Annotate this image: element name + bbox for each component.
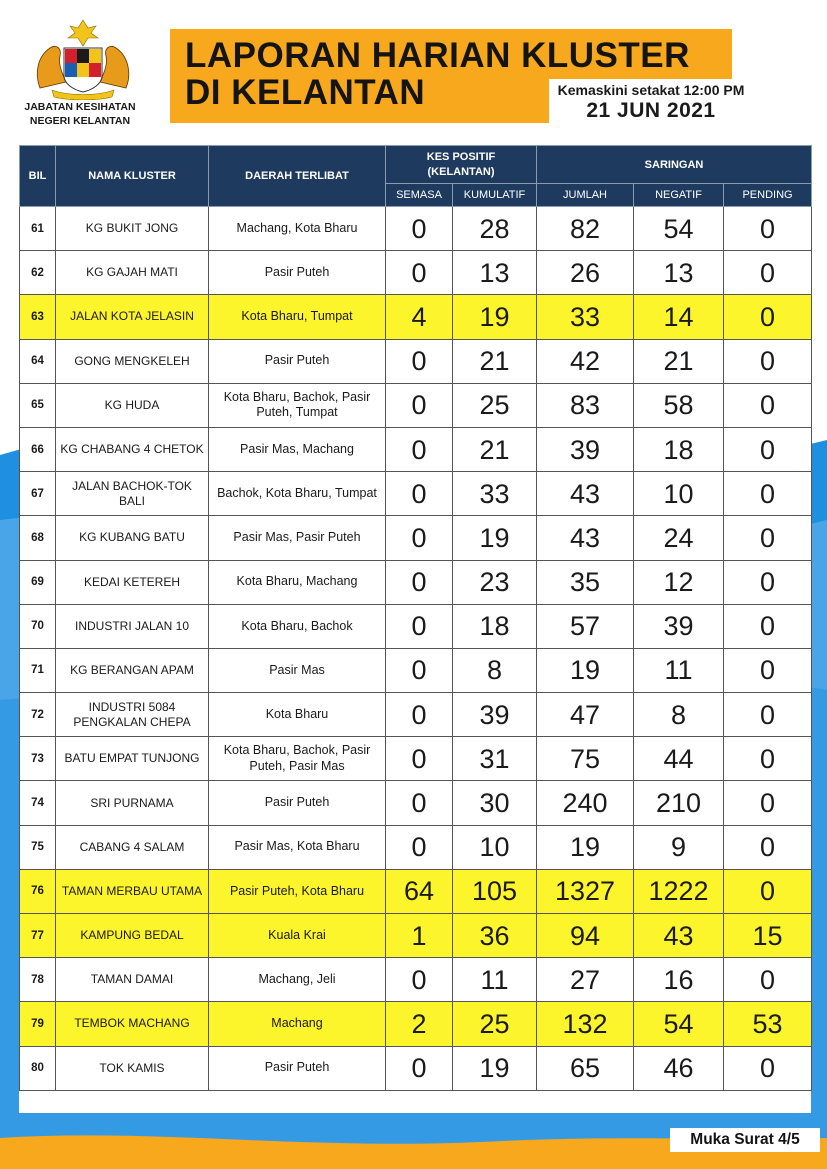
row-pending: 0 [724,648,812,692]
row-pending: 0 [724,604,812,648]
agency-name [10,100,150,128]
update-date: 21 JUN 2021 [586,99,716,122]
row-negatif: 44 [634,737,724,781]
row-nama-kluster: KG BERANGAN APAM [56,648,209,692]
row-jumlah: 35 [537,560,634,604]
cluster-table-container [19,145,811,1113]
row-pending: 0 [724,251,812,295]
header-negatif: NEGATIF [634,184,724,207]
row-jumlah: 47 [537,693,634,737]
row-jumlah: 240 [537,781,634,825]
row-jumlah: 1327 [537,869,634,913]
row-negatif: 54 [634,207,724,251]
row-negatif: 39 [634,604,724,648]
row-nama-kluster: KG GAJAH MATI [56,251,209,295]
row-negatif: 9 [634,825,724,869]
row-semasa: 0 [386,251,453,295]
table-row [20,1046,812,1090]
row-nama-kluster: JALAN BACHOK-TOK BALI [56,472,209,516]
row-pending: 0 [724,781,812,825]
row-negatif: 210 [634,781,724,825]
row-daerah-terlibat: Pasir Puteh [209,1046,386,1090]
row-kumulatif: 30 [453,781,537,825]
header-jumlah: JUMLAH [537,184,634,207]
row-pending: 0 [724,472,812,516]
row-negatif: 12 [634,560,724,604]
row-negatif: 13 [634,251,724,295]
row-negatif: 54 [634,1002,724,1046]
row-pending: 0 [724,737,812,781]
row-daerah-terlibat: Kota Bharu, Machang [209,560,386,604]
row-kumulatif: 33 [453,472,537,516]
row-pending: 0 [724,958,812,1002]
row-kumulatif: 39 [453,693,537,737]
row-daerah-terlibat: Kota Bharu, Tumpat [209,295,386,339]
row-kumulatif: 13 [453,251,537,295]
row-negatif: 1222 [634,869,724,913]
row-pending: 0 [724,295,812,339]
row-bil: 80 [20,1046,56,1090]
row-kumulatif: 19 [453,516,537,560]
row-bil: 68 [20,516,56,560]
row-daerah-terlibat: Kota Bharu, Bachok, Pasir Puteh, Tumpat [209,383,386,427]
table-row [20,914,812,958]
row-jumlah: 83 [537,383,634,427]
row-kumulatif: 10 [453,825,537,869]
row-daerah-terlibat: Kuala Krai [209,914,386,958]
row-semasa: 0 [386,516,453,560]
row-bil: 64 [20,339,56,383]
row-kumulatif: 28 [453,207,537,251]
table-row [20,560,812,604]
row-nama-kluster: TAMAN DAMAI [56,958,209,1002]
table-row [20,427,812,471]
row-bil: 72 [20,693,56,737]
table-row [20,737,812,781]
row-nama-kluster: JALAN KOTA JELASIN [56,295,209,339]
row-semasa: 0 [386,427,453,471]
table-row [20,1002,812,1046]
table-row [20,295,812,339]
report-title-line2: DI KELANTAN [185,73,426,112]
table-row [20,604,812,648]
row-nama-kluster: BATU EMPAT TUNJONG [56,737,209,781]
row-pending: 53 [724,1002,812,1046]
row-pending: 0 [724,1046,812,1090]
row-nama-kluster: KAMPUNG BEDAL [56,914,209,958]
row-nama-kluster: KG KUBANG BATU [56,516,209,560]
row-bil: 74 [20,781,56,825]
row-negatif: 14 [634,295,724,339]
row-kumulatif: 21 [453,339,537,383]
row-pending: 0 [724,825,812,869]
row-nama-kluster: KG BUKIT JONG [56,207,209,251]
row-pending: 0 [724,427,812,471]
row-jumlah: 19 [537,648,634,692]
table-row [20,339,812,383]
row-semasa: 0 [386,781,453,825]
row-kumulatif: 25 [453,1002,537,1046]
table-row [20,472,812,516]
row-jumlah: 82 [537,207,634,251]
page-number: Muka Surat 4/5 [670,1128,820,1152]
row-daerah-terlibat: Pasir Mas, Machang [209,427,386,471]
row-jumlah: 42 [537,339,634,383]
row-bil: 67 [20,472,56,516]
row-semasa: 0 [386,560,453,604]
row-semasa: 64 [386,869,453,913]
update-label: Kemaskini setakat 12:00 PM [557,82,745,98]
row-daerah-terlibat: Kota Bharu, Bachok, Pasir Puteh, Pasir Mas [209,737,386,781]
row-kumulatif: 8 [453,648,537,692]
row-daerah-terlibat: Kota Bharu [209,693,386,737]
row-daerah-terlibat: Pasir Puteh [209,781,386,825]
row-semasa: 0 [386,693,453,737]
row-negatif: 16 [634,958,724,1002]
row-jumlah: 75 [537,737,634,781]
row-pending: 0 [724,560,812,604]
row-nama-kluster: GONG MENGKELEH [56,339,209,383]
row-negatif: 11 [634,648,724,692]
table-row [20,869,812,913]
row-daerah-terlibat: Pasir Puteh, Kota Bharu [209,869,386,913]
malaysia-coat-of-arms-logo [28,18,138,100]
row-bil: 62 [20,251,56,295]
row-nama-kluster: SRI PURNAMA [56,781,209,825]
row-pending: 15 [724,914,812,958]
row-semasa: 0 [386,383,453,427]
row-jumlah: 57 [537,604,634,648]
table-row [20,693,812,737]
row-semasa: 1 [386,914,453,958]
row-pending: 0 [724,207,812,251]
row-semasa: 2 [386,1002,453,1046]
table-row [20,648,812,692]
row-bil: 77 [20,914,56,958]
row-bil: 73 [20,737,56,781]
row-nama-kluster: KG HUDA [56,383,209,427]
row-daerah-terlibat: Machang, Jeli [209,958,386,1002]
row-pending: 0 [724,383,812,427]
row-kumulatif: 36 [453,914,537,958]
row-semasa: 0 [386,339,453,383]
cluster-table [19,145,812,1091]
row-daerah-terlibat: Pasir Puteh [209,339,386,383]
row-kumulatif: 19 [453,295,537,339]
agency-name-line2: NEGERI KELANTAN [29,115,131,127]
row-semasa: 0 [386,1046,453,1090]
row-kumulatif: 31 [453,737,537,781]
row-negatif: 18 [634,427,724,471]
row-nama-kluster: TOK KAMIS [56,1046,209,1090]
row-daerah-terlibat: Machang, Kota Bharu [209,207,386,251]
row-bil: 65 [20,383,56,427]
row-negatif: 46 [634,1046,724,1090]
row-bil: 61 [20,207,56,251]
row-kumulatif: 105 [453,869,537,913]
table-row [20,781,812,825]
header-semasa: SEMASA [386,184,453,207]
row-daerah-terlibat: Pasir Mas [209,648,386,692]
row-bil: 75 [20,825,56,869]
header-pending: PENDING [724,184,812,207]
row-semasa: 0 [386,825,453,869]
row-nama-kluster: TAMAN MERBAU UTAMA [56,869,209,913]
row-nama-kluster: CABANG 4 SALAM [56,825,209,869]
row-daerah-terlibat: Machang [209,1002,386,1046]
row-semasa: 0 [386,958,453,1002]
header-daerah-terlibat: DAERAH TERLIBAT [209,146,386,207]
row-pending: 0 [724,693,812,737]
row-semasa: 0 [386,472,453,516]
header-bil: BIL [20,146,56,207]
row-bil: 70 [20,604,56,648]
table-row [20,207,812,251]
row-semasa: 0 [386,737,453,781]
header-kes-positif: KES POSITIF (KELANTAN) [386,146,537,184]
row-daerah-terlibat: Kota Bharu, Bachok [209,604,386,648]
row-semasa: 0 [386,648,453,692]
table-row [20,383,812,427]
row-bil: 66 [20,427,56,471]
row-negatif: 24 [634,516,724,560]
row-negatif: 21 [634,339,724,383]
row-negatif: 43 [634,914,724,958]
row-bil: 79 [20,1002,56,1046]
update-info-box [549,79,753,125]
row-bil: 71 [20,648,56,692]
header-saringan: SARINGAN [537,146,812,184]
row-daerah-terlibat: Pasir Mas, Kota Bharu [209,825,386,869]
row-jumlah: 39 [537,427,634,471]
row-jumlah: 27 [537,958,634,1002]
row-nama-kluster: TEMBOK MACHANG [56,1002,209,1046]
table-row [20,251,812,295]
header-kumulatif: KUMULATIF [453,184,537,207]
row-pending: 0 [724,516,812,560]
row-jumlah: 94 [537,914,634,958]
row-bil: 78 [20,958,56,1002]
row-negatif: 58 [634,383,724,427]
table-row [20,958,812,1002]
row-negatif: 10 [634,472,724,516]
row-nama-kluster: KEDAI KETEREH [56,560,209,604]
table-row [20,516,812,560]
row-jumlah: 65 [537,1046,634,1090]
row-jumlah: 132 [537,1002,634,1046]
row-daerah-terlibat: Bachok, Kota Bharu, Tumpat [209,472,386,516]
row-daerah-terlibat: Pasir Puteh [209,251,386,295]
row-semasa: 0 [386,207,453,251]
row-bil: 63 [20,295,56,339]
row-bil: 69 [20,560,56,604]
row-negatif: 8 [634,693,724,737]
row-kumulatif: 11 [453,958,537,1002]
row-jumlah: 43 [537,472,634,516]
row-bil: 76 [20,869,56,913]
row-kumulatif: 18 [453,604,537,648]
row-nama-kluster: KG CHABANG 4 CHETOK [56,427,209,471]
row-kumulatif: 19 [453,1046,537,1090]
row-semasa: 0 [386,604,453,648]
report-title-line1: LAPORAN HARIAN KLUSTER [185,36,690,75]
row-nama-kluster: INDUSTRI 5084 PENGKALAN CHEPA [56,693,209,737]
row-pending: 0 [724,869,812,913]
row-pending: 0 [724,339,812,383]
row-daerah-terlibat: Pasir Mas, Pasir Puteh [209,516,386,560]
row-jumlah: 19 [537,825,634,869]
row-jumlah: 43 [537,516,634,560]
row-semasa: 4 [386,295,453,339]
agency-name-line1: JABATAN KESIHATAN [24,101,136,113]
table-row [20,825,812,869]
row-jumlah: 33 [537,295,634,339]
row-nama-kluster: INDUSTRI JALAN 10 [56,604,209,648]
row-kumulatif: 21 [453,427,537,471]
row-kumulatif: 23 [453,560,537,604]
row-kumulatif: 25 [453,383,537,427]
header-nama-kluster: NAMA KLUSTER [56,146,209,207]
row-jumlah: 26 [537,251,634,295]
